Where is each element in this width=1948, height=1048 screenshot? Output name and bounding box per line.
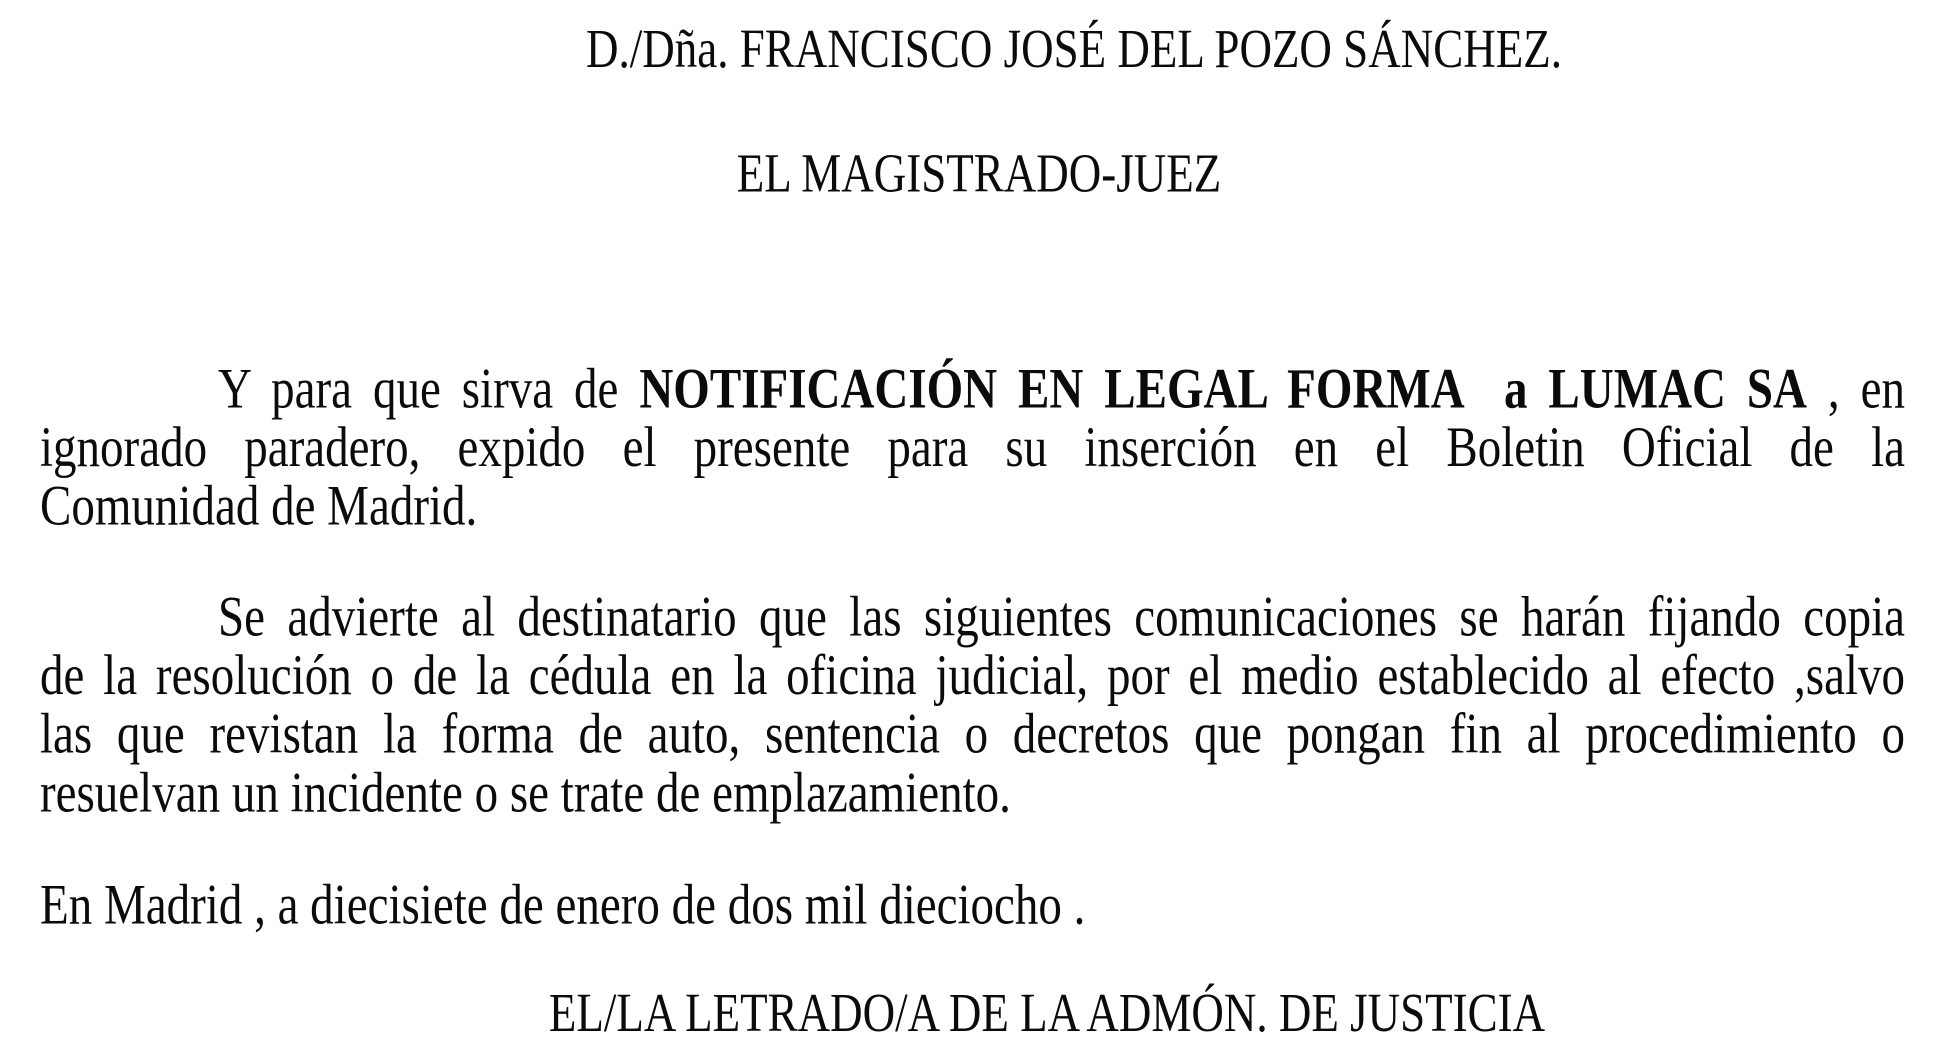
notification-line-prefix: Y para que sirva de (218, 357, 640, 421)
advisory-paragraph (40, 585, 1905, 825)
date-line: En Madrid , a diecisiete de enero de dos mil dieciocho . (40, 873, 1086, 937)
bold-notification-phrase: NOTIFICACIÓN EN LEGAL FORMA a LUMAC SA (639, 357, 1807, 421)
paragraph-line: Comunidad de Madrid. (40, 474, 478, 539)
paragraph-line: ignorado paradero, expido el presente para su inserción en el Boletin Oficial de la (40, 416, 1905, 480)
paragraph-line: resuelvan un incidente o se trate de emplazamiento. (40, 761, 1011, 825)
notification-line-suffix: , en (1806, 357, 1905, 421)
notification-paragraph (40, 357, 1905, 539)
paragraph-line: de la resolución o de la cédula en la oficina judicial, por el medio establecido al efecto ,salvo (40, 644, 1905, 708)
judge-name-heading: D./Dña. FRANCISCO JOSÉ DEL POZO SÁNCHEZ. (586, 18, 1562, 80)
paragraph-line: Se advierte al destinatario que las siguientes comunicaciones se harán fijando copia (218, 585, 1905, 650)
paragraph-line: las que revistan la forma de auto, sentencia o decretos que pongan fin al procedimiento o (40, 702, 1905, 767)
paragraph-line (40, 357, 1905, 421)
magistrate-title-heading: EL MAGISTRADO-JUEZ (736, 142, 1222, 204)
clerk-title-footer: EL/LA LETRADO/A DE LA ADMÓN. DE JUSTICIA (548, 982, 1546, 1044)
